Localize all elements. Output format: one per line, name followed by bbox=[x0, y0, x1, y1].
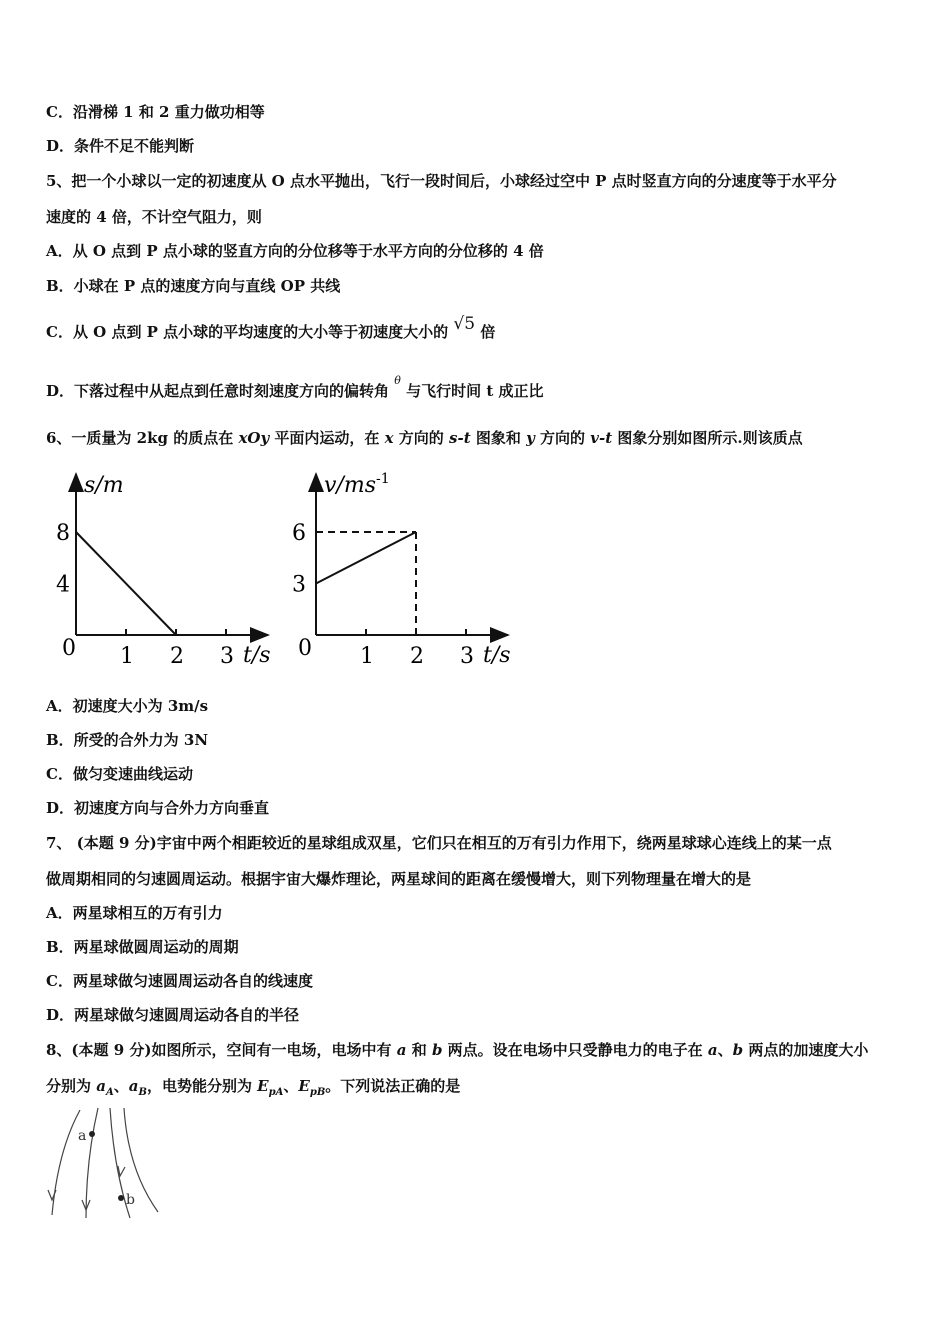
electric-field-diagram bbox=[40, 1100, 170, 1230]
field-line-2 bbox=[86, 1108, 98, 1218]
q6-stem-part: 方向的 bbox=[393, 429, 450, 447]
v-t-y-label-sup: -1 bbox=[376, 471, 390, 487]
q7-stem-line2: 做周期相同的匀速圆周运动。根据宇宙大爆炸理论，两星球间的距离在缓慢增大，则下列物理量在增大的是 bbox=[46, 870, 752, 888]
accel-a-symbol: a bbox=[96, 1077, 106, 1095]
q8-var-b: b bbox=[732, 1041, 744, 1059]
q5-stem-line1: 5、把一个小球以一定的初速度从 O 点水平抛出，飞行一段时间后，小球经过空中 P 点时竖直方向的分速度等于水平分 bbox=[46, 172, 837, 190]
s-t-graph bbox=[40, 460, 280, 680]
q8-var-b: b bbox=[431, 1041, 443, 1059]
v-t-y-tick-label: 3 bbox=[292, 572, 306, 598]
q7-option-c: C．两星球做匀速圆周运动各自的线速度 bbox=[46, 972, 313, 990]
q6-stem-part: 平面内运动，在 bbox=[269, 429, 385, 447]
q8-stem-part: ，电势能分别为 bbox=[146, 1077, 258, 1095]
q6-var-y: y bbox=[526, 429, 535, 447]
q8-stem-part: 。下列说法正确的是 bbox=[325, 1077, 461, 1095]
q8-stem-part: 两点的加速度大小 bbox=[743, 1041, 869, 1059]
q5-option-b: B．小球在 P 点的速度方向与直线 OP 共线 bbox=[46, 277, 341, 295]
q8-stem-part: 两点。设在电场中只受静电力的电子在 bbox=[442, 1041, 708, 1059]
q6-stem-part: 方向的 bbox=[534, 429, 591, 447]
q5-option-d bbox=[46, 374, 544, 403]
q8-separator: 、 bbox=[283, 1077, 299, 1095]
q5-option-c bbox=[46, 314, 496, 342]
s-t-origin-label: 0 bbox=[62, 636, 76, 661]
s-t-series-line bbox=[76, 532, 176, 635]
v-t-y-label-main: v/ms bbox=[324, 473, 376, 498]
q6-stem bbox=[46, 428, 803, 448]
q6-stem-part: 6、一质量为 2kg 的质点在 bbox=[46, 429, 239, 447]
q8-separator: 、 bbox=[113, 1077, 129, 1095]
q6-var-x: x bbox=[384, 429, 394, 447]
q4-option-d: D．条件不足不能判断 bbox=[46, 137, 195, 155]
energy-a-subscript: pA bbox=[268, 1087, 284, 1098]
energy-b-subscript: pB bbox=[309, 1087, 326, 1098]
q5-stem-line2: 速度的 4 倍，不计空气阻力，则 bbox=[46, 208, 262, 226]
accel-b-subscript: B bbox=[138, 1087, 147, 1098]
point-a-dot bbox=[89, 1131, 95, 1137]
s-t-y-tick-label: 8 bbox=[56, 521, 70, 546]
accel-b-var bbox=[128, 1077, 147, 1098]
q6-var-vt: v-t bbox=[590, 429, 613, 447]
s-t-x-tick-label: 2 bbox=[170, 644, 184, 669]
accel-a-subscript: A bbox=[105, 1087, 114, 1098]
q6-option-a: A．初速度大小为 3m/s bbox=[46, 697, 209, 715]
v-t-x-tick-label: 1 bbox=[360, 644, 374, 669]
energy-b-symbol: E bbox=[298, 1077, 310, 1095]
v-t-y-tick-label: 6 bbox=[292, 521, 306, 546]
q5-option-a: A．从 O 点到 P 点小球的竖直方向的分位移等于水平方向的分位移的 4 倍 bbox=[46, 242, 544, 260]
energy-a-var bbox=[257, 1077, 284, 1098]
s-t-x-tick-label: 1 bbox=[120, 644, 134, 669]
q7-option-d: D．两星球做匀速圆周运动各自的半径 bbox=[46, 1006, 300, 1024]
q7-option-a: A．两星球相互的万有引力 bbox=[46, 904, 223, 922]
v-t-graph bbox=[280, 460, 520, 680]
q8-var-a: a bbox=[707, 1041, 718, 1059]
s-t-x-label: t/s bbox=[243, 643, 271, 668]
q7-stem-line1: 7、 (本题 9 分)宇宙中两个相距较近的星球组成双星，它们只在相互的万有引力作用下，绕两星球球心连线上的某一点 bbox=[46, 834, 832, 852]
q8-var-a: a bbox=[396, 1041, 407, 1059]
point-b-dot bbox=[118, 1195, 124, 1201]
q8-stem-part: 和 bbox=[406, 1041, 432, 1059]
q6-var-st: s-t bbox=[449, 429, 471, 447]
v-t-y-label bbox=[324, 471, 390, 498]
q8-stem-line2 bbox=[46, 1076, 460, 1103]
q6-option-c: C．做匀变速曲线运动 bbox=[46, 765, 193, 783]
energy-b-var bbox=[298, 1077, 326, 1098]
q6-stem-part: 图象分别如图所示.则该质点 bbox=[612, 429, 803, 447]
q5-option-c-tail: 倍 bbox=[480, 323, 496, 341]
s-t-y-tick-label: 4 bbox=[56, 572, 70, 598]
q8-stem-line1 bbox=[46, 1040, 868, 1060]
q5-option-c-text: C．从 O 点到 P 点小球的平均速度的大小等于初速度大小的 bbox=[46, 323, 449, 341]
accel-b-symbol: a bbox=[128, 1077, 139, 1095]
q8-stem-part: 8、(本题 9 分)如图所示，空间有一电场，电场中有 bbox=[46, 1041, 397, 1059]
q6-option-b: B．所受的合外力为 3N bbox=[46, 731, 209, 749]
q8-stem-part: 、 bbox=[717, 1041, 733, 1059]
point-a-label: a bbox=[78, 1128, 87, 1144]
q6-stem-part: 图象和 bbox=[470, 429, 527, 447]
energy-a-symbol: E bbox=[257, 1077, 269, 1095]
q4-option-c: C．沿滑梯 1 和 2 重力做功相等 bbox=[46, 103, 265, 121]
q6-option-d: D．初速度方向与合外力方向垂直 bbox=[46, 799, 270, 817]
theta-symbol: θ bbox=[394, 374, 401, 387]
sqrt5-symbol: √5 bbox=[453, 314, 476, 334]
v-t-x-label: t/s bbox=[483, 643, 511, 668]
q5-option-d-tail: 与飞行时间 t 成正比 bbox=[406, 382, 544, 400]
q6-var-xoy: xOy bbox=[238, 429, 270, 447]
point-b-label: b bbox=[126, 1192, 135, 1208]
v-t-origin-label: 0 bbox=[298, 636, 312, 661]
q5-option-d-text: D．下落过程中从起点到任意时刻速度方向的偏转角 bbox=[46, 382, 390, 400]
accel-a-var bbox=[96, 1077, 114, 1098]
v-t-x-tick-label: 3 bbox=[460, 644, 474, 669]
v-t-series-line bbox=[316, 532, 416, 584]
q8-stem-part: 分别为 bbox=[46, 1077, 97, 1095]
field-line-1 bbox=[52, 1110, 80, 1215]
s-t-x-tick-label: 3 bbox=[220, 644, 234, 669]
v-t-x-tick-label: 2 bbox=[410, 644, 424, 669]
s-t-y-label: s/m bbox=[84, 473, 124, 498]
q7-option-b: B．两星球做圆周运动的周期 bbox=[46, 938, 239, 956]
